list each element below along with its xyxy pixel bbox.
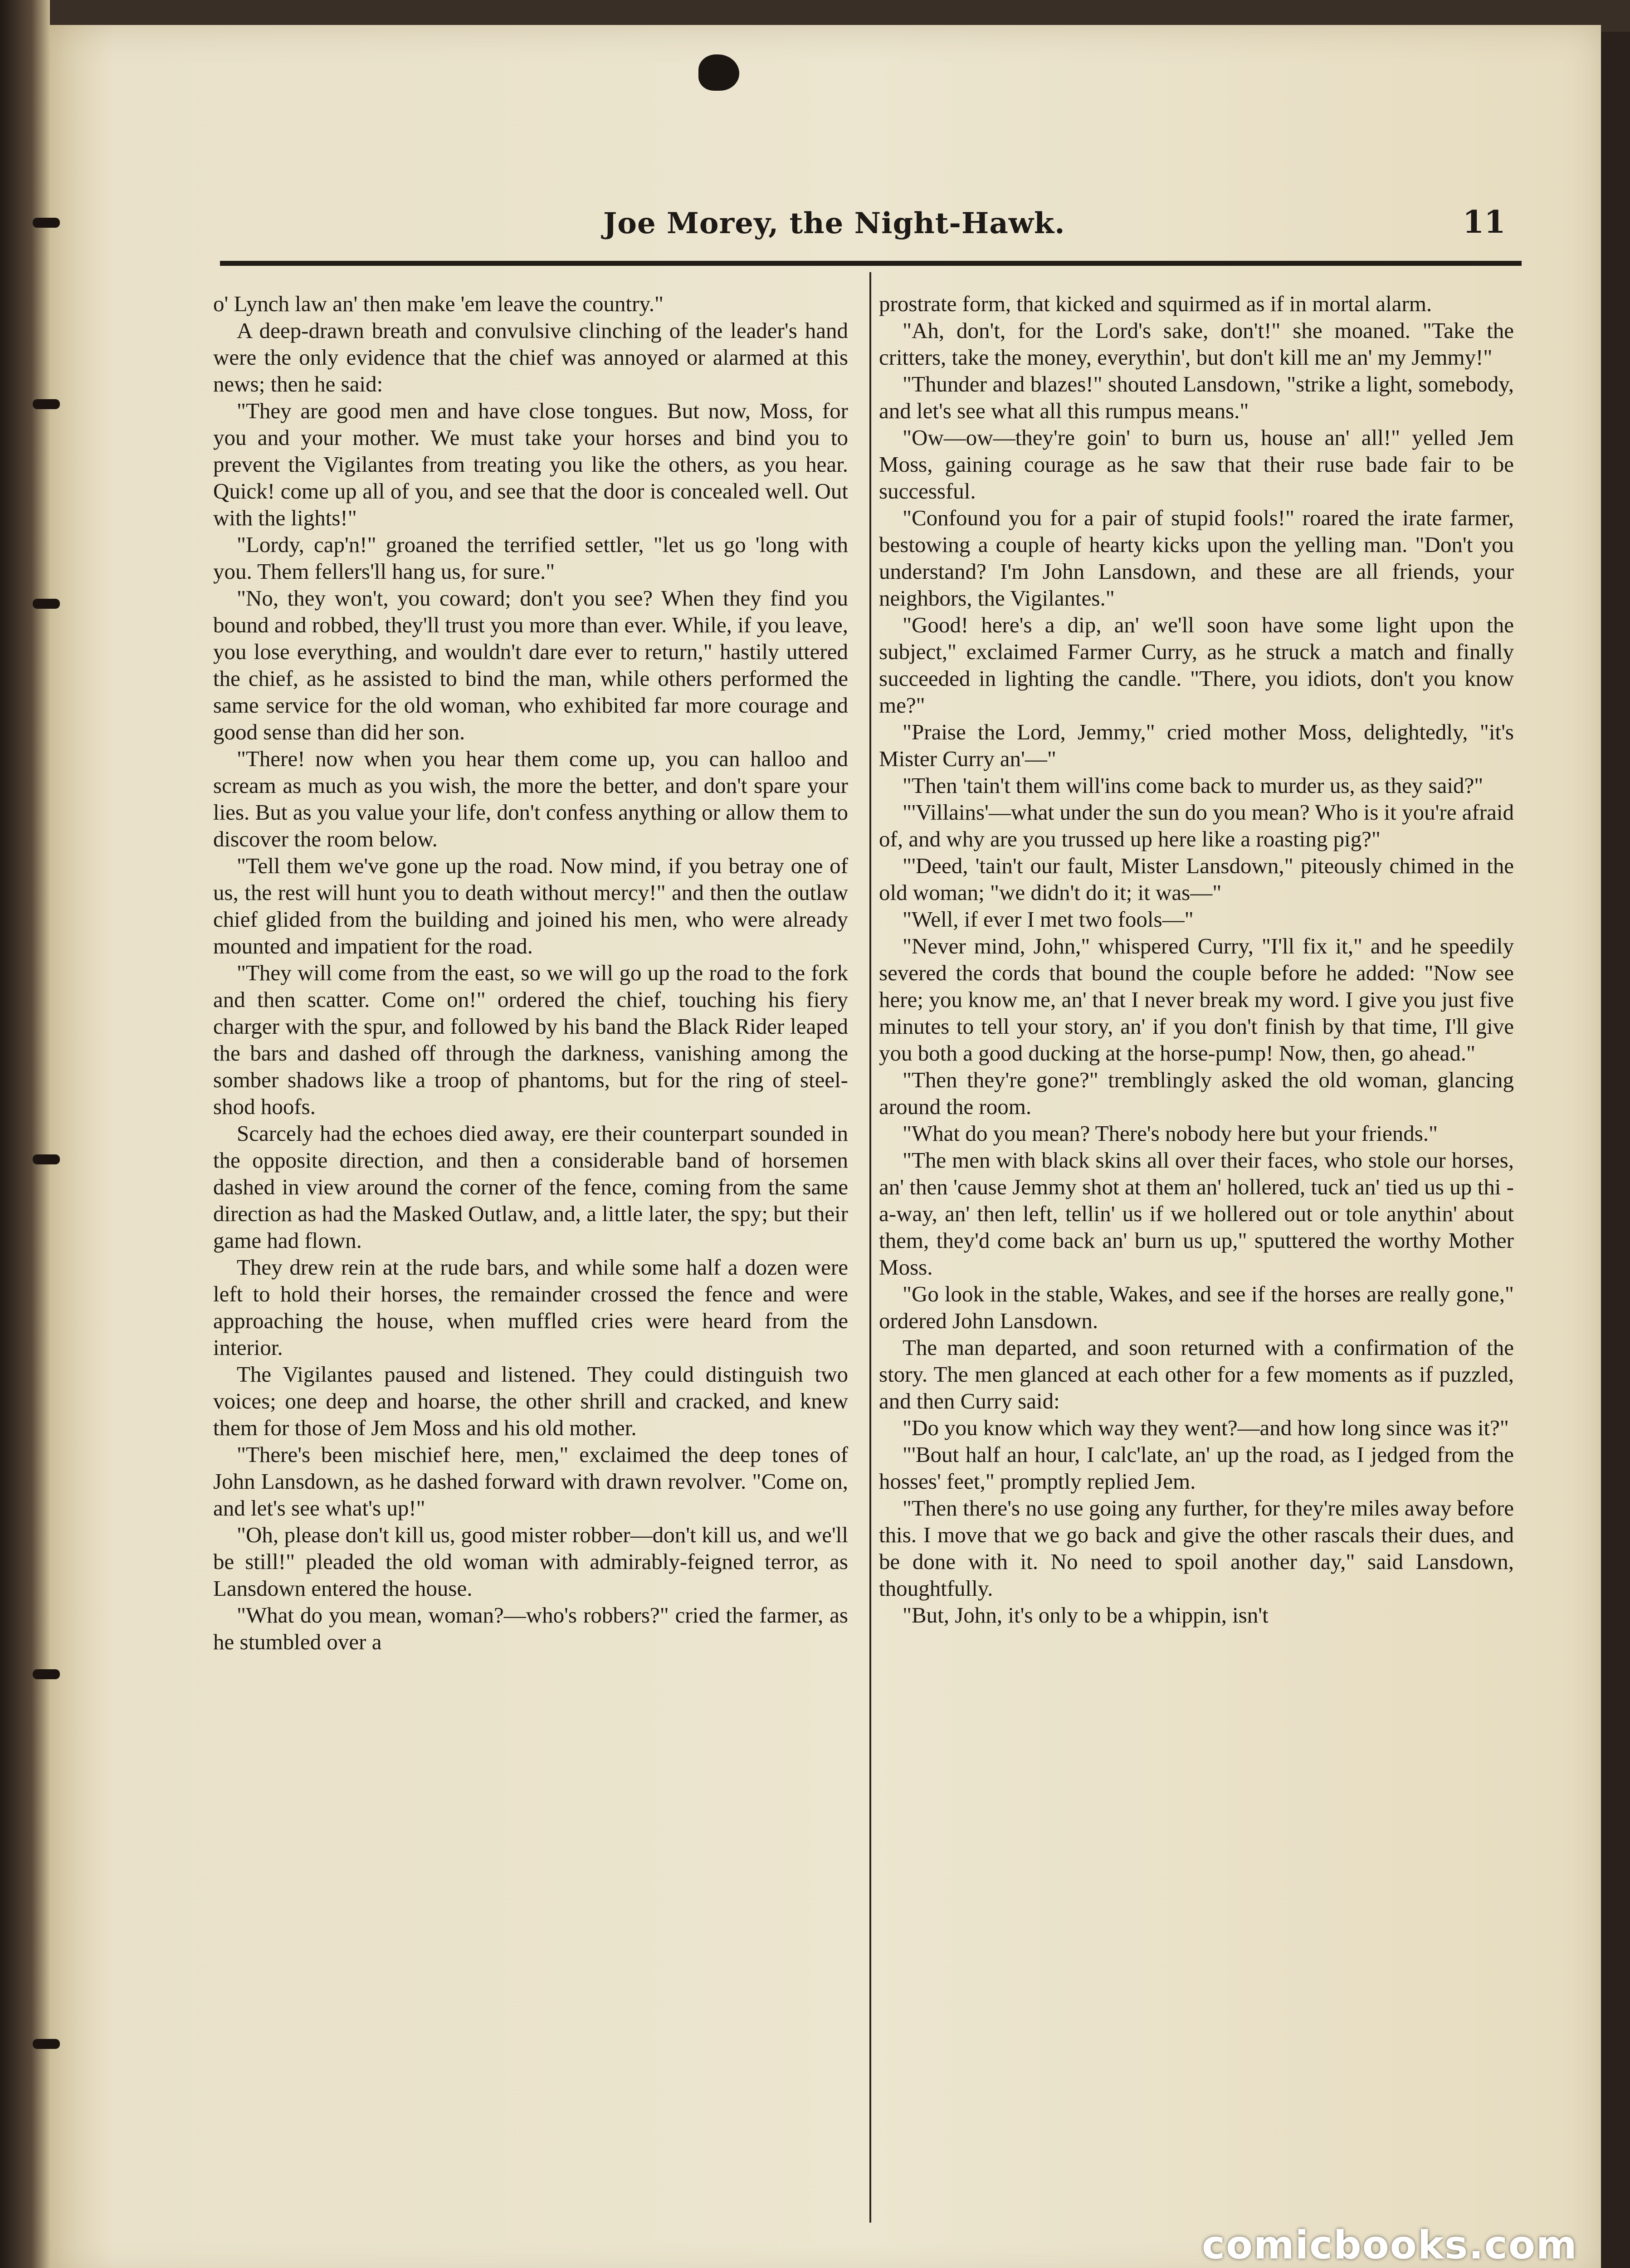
paragraph: "Then 'tain't them will'ins come back to murder us, as they said?" [903, 773, 1484, 798]
paragraph: "Ow—ow—they're goin' to burn us, house an' all!" yelled Jem Moss, gaining courage as he saw that their ruse bade fair to be successful. [879, 425, 1514, 503]
binding-stitch [33, 599, 60, 609]
paragraph: "'Deed, 'tain't our fault, Mister Lansdown," piteously chimed in the old woman; "we didn't do it; it was—" [879, 853, 1514, 905]
binding-stitch [33, 399, 60, 409]
paragraph: "There's been mischief here, men," exclaimed the deep tones of John Lansdown, as he dashed forward with drawn revolver. "Come on, and let's see what's up!" [213, 1442, 848, 1520]
paragraph: "Confound you for a pair of stupid fools!" roared the irate farmer, bestowing a couple of hearty kicks upon the yelling man. "Don't you understand? I'm John Lansdown, and these are all friends, your neighbors, the Vigilantes." [879, 505, 1514, 611]
left-text-column [213, 290, 848, 2218]
paragraph: "No, they won't, you coward; don't you see? When they find you bound and robbed, they'll trust you more than ever. While, if you leave, you lose everything, and wouldn't dare ever to return," hastily uttered the chief, as he assisted to bind the man, while others performed the same service for the old woman, who exhibited far more courage and good sense than did her son. [213, 586, 848, 744]
paragraph: "'Villains'—what under the sun do you mean? Who is it you're afraid of, and why are you trussed up here like a roasting pig?" [879, 800, 1514, 851]
paragraph: "The men with black skins all over their faces, who stole our horses, an' then 'cause Jemmy shot at them an' hollered, tuck an' tied us up thi -a-way, an' then left, tellin' us if we hollered out or tole anythin' about them, they'd come back an' burn us up," sputtered the worthy Mother Moss. [879, 1148, 1514, 1280]
paragraph: o' Lynch law an' then make 'em leave the country." [213, 291, 664, 316]
paragraph: "Ah, don't, for the Lord's sake, don't!" she moaned. "Take the critters, take the money, everythin', but don't kill me an' my Jemmy!" [879, 318, 1514, 370]
binding-stitch [33, 1669, 60, 1679]
paragraph: "Lordy, cap'n!" groaned the terrified settler, "let us go 'long with you. Them fellers'll hang us, for sure." [213, 532, 848, 584]
paragraph: "There! now when you hear them come up, you can halloo and scream as much as you wish, the more the better, and don't spare your lies. But as you value your life, don't confess anything or allow them to discover the room below. [213, 746, 848, 851]
column-divider [869, 272, 871, 2223]
paragraph: "What do you mean? There's nobody here but your friends." [903, 1121, 1438, 1146]
page-number: 11 [1463, 204, 1506, 240]
paragraph: The Vigilantes paused and listened. They could distinguish two voices; one deep and hoarse, the other shrill and cracked, and knew them for those of Jem Moss and his old mother. [213, 1362, 848, 1440]
paragraph: "Good! here's a dip, an' we'll soon have some light upon the subject," exclaimed Farmer Curry, as he struck a match and finally succeeded in lighting the candle. "There, you idiots, don't you know me?" [879, 612, 1514, 718]
binding-stitch [33, 2039, 60, 2049]
paragraph: "Praise the Lord, Jemmy," cried mother Moss, delightedly, "it's Mister Curry an'—" [879, 719, 1514, 771]
binding-stitch [33, 1154, 60, 1164]
page-binding [0, 0, 50, 2268]
paragraph: "Well, if ever I met two fools—" [903, 907, 1194, 932]
paragraph: prostrate form, that kicked and squirmed as if in mortal alarm. [879, 291, 1432, 316]
paragraph: "Thunder and blazes!" shouted Lansdown, "strike a light, somebody, and let's see what all this rumpus means." [879, 371, 1514, 423]
ink-blot-ornament [698, 54, 739, 91]
paragraph: A deep-drawn breath and convulsive clinching of the leader's hand were the only evidence that the chief was annoyed or alarmed at this news; then he said: [213, 318, 848, 396]
paragraph: "'Bout half an hour, I calc'late, an' up the road, as I jedged from the hosses' feet," promptly replied Jem. [879, 1442, 1514, 1494]
paragraph: They drew rein at the rude bars, and while some half a dozen were left to hold their horses, the remainder crossed the fence and were approaching the house, when muffled cries were heard from the interior. [213, 1255, 848, 1360]
paragraph: "Never mind, John," whispered Curry, "I'll fix it," and he speedily severed the cords that bound the couple before he added: "Now see here; you know me, an' that I never break my word. I give you just five minutes to tell your story, an' if you don't finish by that time, I'll give you both a good ducking at the horse-pump! Now, then, go ahead." [879, 934, 1514, 1066]
paragraph: "Tell them we've gone up the road. Now mind, if you betray one of us, the rest will hunt you to death without mercy!" and then the outlaw chief glided from the building and joined his men, who were already mounted and impatient for the road. [213, 853, 848, 958]
paragraph: "They are good men and have close tongues. But now, Moss, for you and your mother. We must take your horses and bind you to prevent the Vigilantes from treating you like the others, as you hear. Quick! come up all of you, and see that the door is concealed well. Out with the lights!" [213, 398, 848, 530]
header-rule [220, 261, 1522, 266]
paragraph: "What do you mean, woman?—who's robbers?" cried the farmer, as he stumbled over a [213, 1603, 848, 1654]
paragraph: "Oh, please don't kill us, good mister robber—don't kill us, and we'll be still!" pleaded the old woman with admirably-feigned terror, as Lansdown entered the house. [213, 1522, 848, 1601]
paragraph: "They will come from the east, so we will go up the road to the fork and then scatter. Come on!" ordered the chief, touching his fiery charger with the spur, and followed by his band the Black Rider leaped the bars and dashed off through the darkness, vanishing among the somber shadows like a troop of phantoms, but for the ring of steel-shod hoofs. [213, 960, 848, 1119]
paragraph: Scarcely had the echoes died away, ere their counterpart sounded in the opposite direction, and then a considerable band of horsemen dashed in view around the corner of the fence, coming from the same direction as had the Masked Outlaw, and, a little later, the spy; but their game had flown. [213, 1121, 848, 1253]
paragraph: "Then they're gone?" tremblingly asked the old woman, glancing around the room. [879, 1067, 1514, 1119]
site-watermark: comicbooks.com [1202, 2223, 1578, 2268]
binding-stitch [33, 218, 60, 228]
running-header-title: Joe Morey, the Night-Hawk. [603, 206, 1065, 240]
paragraph: The man departed, and soon returned with a confirmation of the story. The men glanced at each other for a few moments as if puzzled, and then Curry said: [879, 1335, 1514, 1413]
paragraph: "But, John, it's only to be a whippin, isn't [903, 1603, 1269, 1628]
paragraph: "Then there's no use going any further, for they're miles away before this. I move that we go back and give the other rascals their dues, and be done with it. No need to spoil another day," said Lansdown, thoughtfully. [879, 1496, 1514, 1601]
paragraph: "Do you know which way they went?—and how long since was it?" [903, 1415, 1509, 1440]
paragraph: "Go look in the stable, Wakes, and see if the horses are really gone," ordered John Lansdown. [879, 1281, 1514, 1333]
right-text-column [879, 290, 1514, 2218]
